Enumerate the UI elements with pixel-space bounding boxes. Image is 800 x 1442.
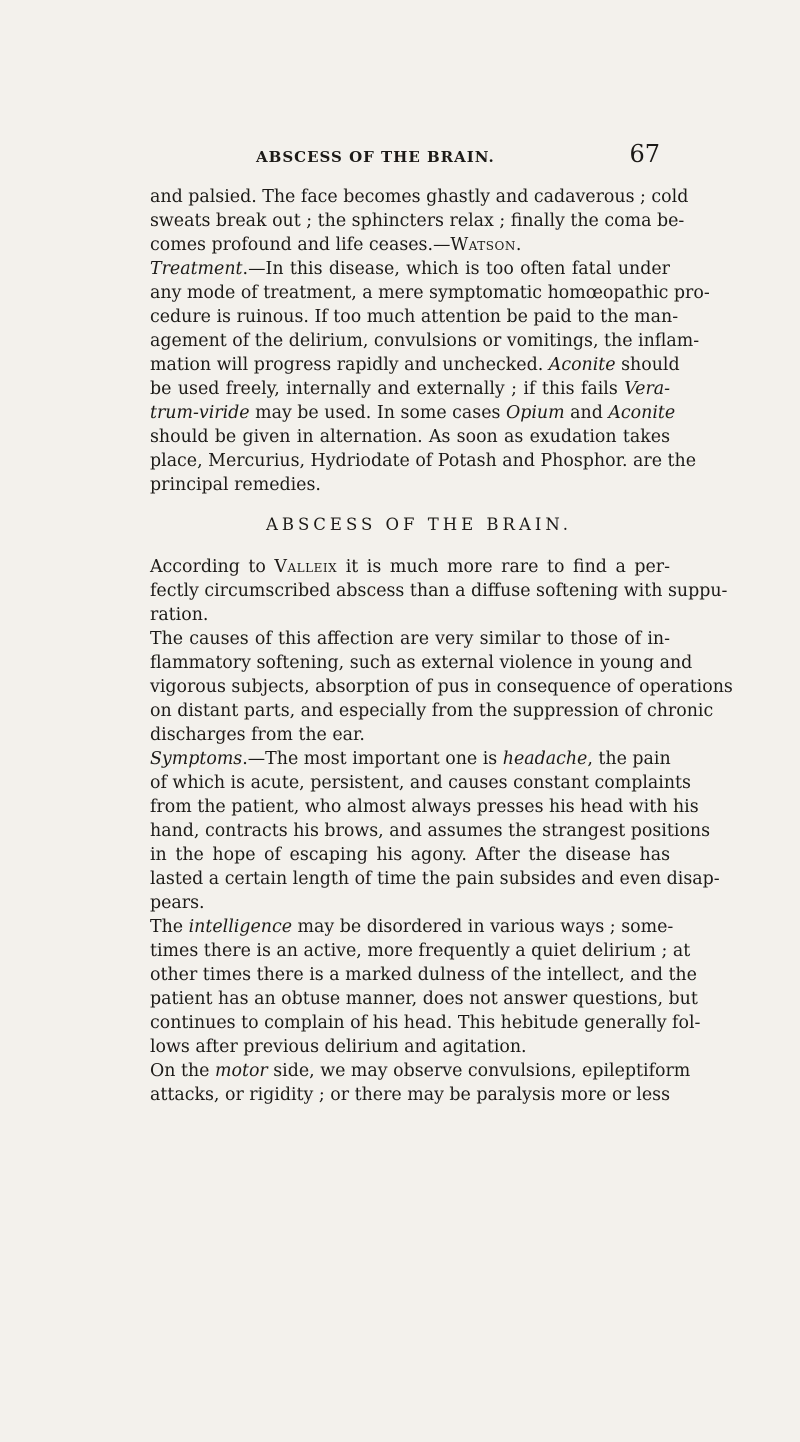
text-line: ration. [150, 605, 209, 625]
text-line: sweats break out ; the sphincters relax ; finally the coma be- [150, 211, 685, 231]
text-run: On the [150, 1061, 215, 1081]
text-line: times there is an active, more frequently a quiet delirium ; at [150, 941, 691, 961]
running-title: ABSCESS OF THE BRAIN. [256, 148, 495, 166]
remedy-name: Vera- [624, 379, 670, 399]
text-line [150, 233, 670, 257]
text-line [150, 747, 670, 771]
text-run: should [615, 355, 680, 375]
text-line: from the patient, who almost always presses his head with his [150, 797, 699, 817]
text-line: principal remedies. [150, 475, 321, 495]
text-line [150, 401, 676, 425]
text-run: mation will progress rapidly and unchecked. [150, 355, 549, 375]
page-number: 67 [629, 140, 660, 168]
text-run: According to [150, 557, 275, 577]
text-line: fectly circumscribed abscess than a diffuse softening with suppu- [150, 581, 728, 601]
text-run: be used freely, internally and externally ; if this fails [150, 379, 625, 399]
text-run: .—The most important one is [242, 749, 503, 769]
paragraph-valleix [150, 555, 728, 627]
text-line: in the hope of escaping his agony. After the disease has [150, 845, 670, 865]
text-line [150, 377, 670, 401]
page-header [150, 140, 660, 172]
text-line: continues to complain of his head. This hebitude generally fol- [150, 1013, 701, 1033]
text-line: of which is acute, persistent, and causes constant complaints [150, 773, 691, 793]
page-body [150, 185, 733, 1107]
text-line [150, 1059, 691, 1083]
text-line: on distant parts, and especially from the suppression of chronic [150, 701, 714, 721]
text-line [150, 555, 670, 579]
emphasis: intelligence [188, 917, 293, 937]
text-run: it is much more rare to find a per- [337, 557, 670, 577]
text-line: any mode of treatment, a mere symptomatic homœopathic pro- [150, 283, 710, 303]
paragraph-treatment [150, 257, 710, 497]
text-run: , the pain [587, 749, 671, 769]
text-run: may be disordered in various ways ; some- [292, 917, 674, 937]
section-heading: ABSCESS OF THE BRAIN. [265, 515, 573, 534]
text-run: comes profound and life ceases.— [150, 235, 451, 255]
text-line [150, 915, 674, 939]
paragraph-motor [150, 1059, 691, 1107]
text-run: and [564, 403, 609, 423]
text-run: may be used. In some cases [249, 403, 506, 423]
remedy-name: Aconite [548, 355, 616, 375]
text-run: side, we may observe convulsions, epileptiform [267, 1061, 691, 1081]
text-line: and palsied. The face becomes ghastly and cadaverous ; cold [150, 187, 689, 207]
text-line: flammatory softening, such as external violence in young and [150, 653, 693, 673]
text-run: The [150, 917, 189, 937]
text-line: agement of the delirium, convulsions or vomitings, the inflam- [150, 331, 700, 351]
paragraph-intelligence [150, 915, 701, 1059]
text-run: .—In this disease, which is too often fatal under [242, 259, 670, 279]
text-line: discharges from the ear. [150, 725, 365, 745]
text-line: vigorous subjects, absorption of pus in consequence of operations [150, 677, 733, 697]
text-line: hand, contracts his brows, and assumes the strangest positions [150, 821, 710, 841]
text-line: The causes of this affection are very similar to those of in- [150, 629, 670, 649]
text-line: pears. [150, 893, 205, 913]
text-line [150, 257, 670, 281]
paragraph-watson-end [150, 185, 689, 257]
author-citation: Watson [450, 235, 516, 255]
text-line: attacks, or rigidity ; or there may be paralysis more or less [150, 1085, 670, 1105]
emphasis: headache [502, 749, 588, 769]
text-run: . [515, 235, 522, 255]
text-line: lows after previous delirium and agitation. [150, 1037, 527, 1057]
text-line: patient has an obtuse manner, does not answer questions, but [150, 989, 698, 1009]
remedy-name: Aconite [608, 403, 676, 423]
subheading-treatment: Treatment [150, 259, 243, 279]
text-line: place, Mercurius, Hydriodate of Potash and Phosphor. are the [150, 451, 697, 471]
text-line: lasted a certain length of time the pain subsides and even disap- [150, 869, 720, 889]
paragraph-symptoms [150, 747, 720, 915]
paragraph-causes [150, 627, 733, 747]
text-line: cedure is ruinous. If too much attention be paid to the man- [150, 307, 679, 327]
subheading-symptoms: Symptoms [150, 749, 243, 769]
text-line: should be given in alternation. As soon as exudation takes [150, 427, 670, 447]
remedy-name: Opium [505, 403, 565, 423]
emphasis: motor [215, 1061, 268, 1081]
text-line [150, 353, 680, 377]
remedy-name: trum-viride [150, 403, 250, 423]
text-line: other times there is a marked dulness of the intellect, and the [150, 965, 697, 985]
author-citation: Valleix [274, 557, 338, 577]
